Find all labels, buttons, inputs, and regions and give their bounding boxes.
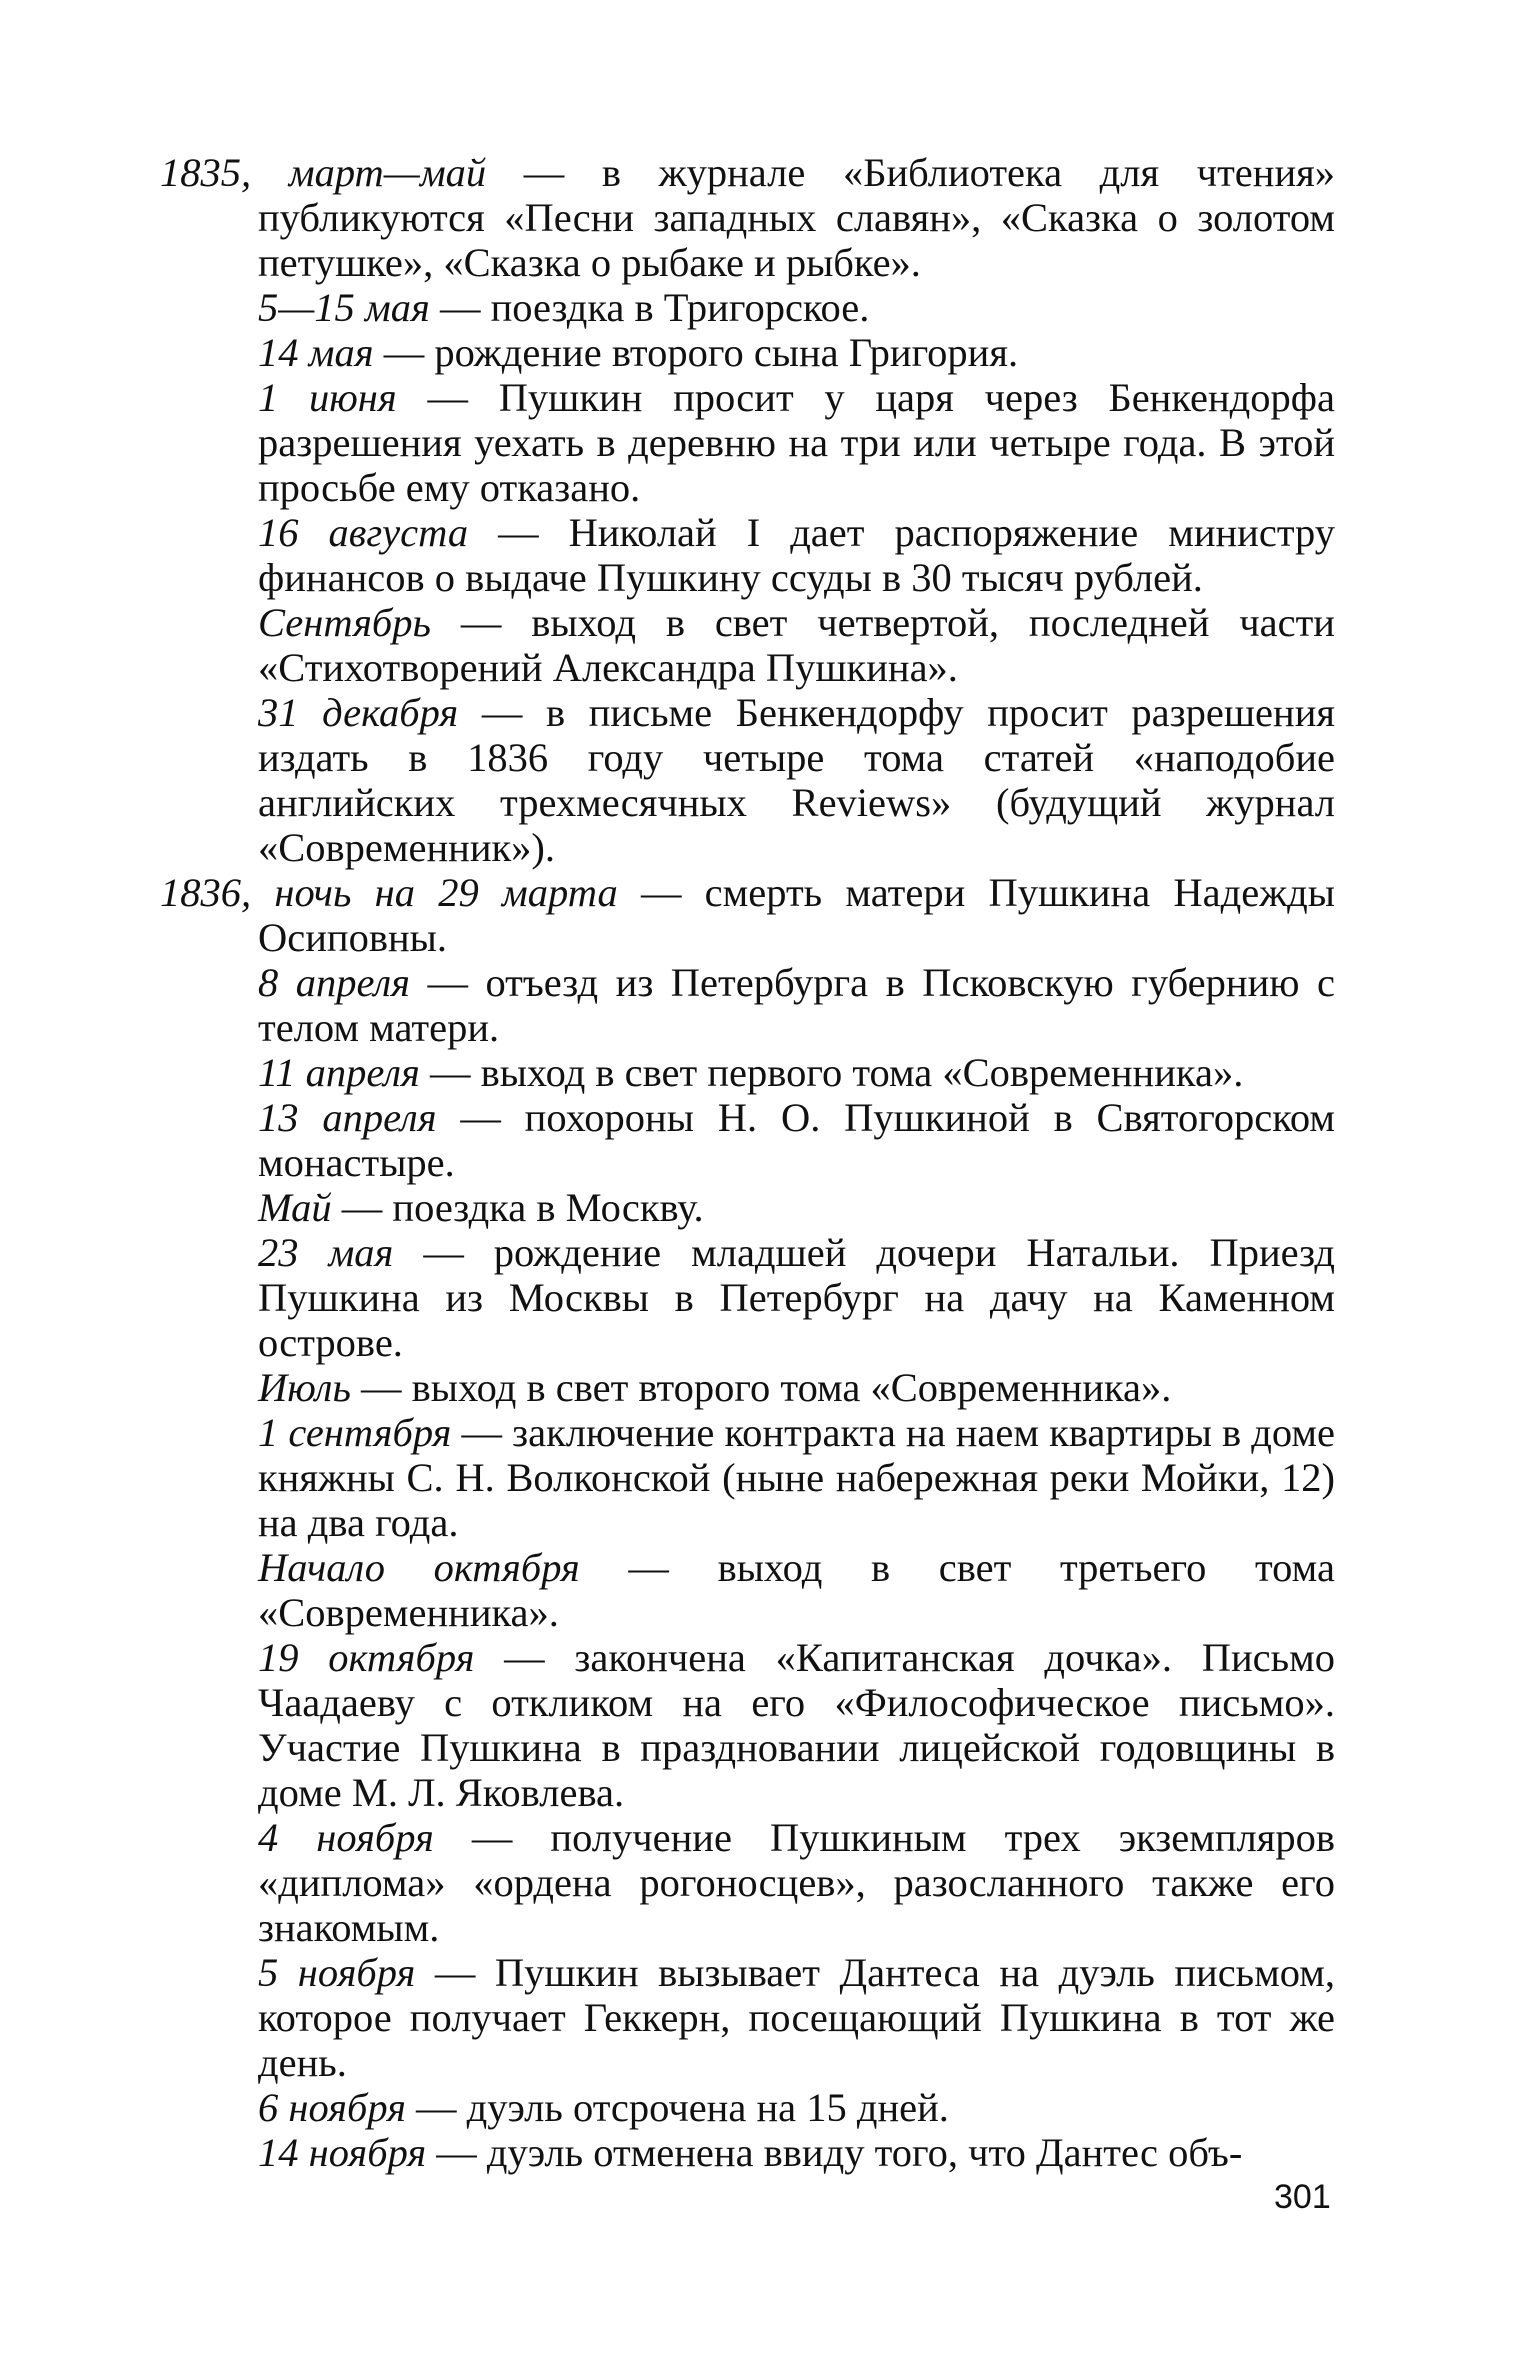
entry-date: Сентябрь bbox=[258, 600, 431, 645]
entry-date: Июль bbox=[258, 1365, 351, 1410]
entry-text: — Пушкин вызывает Дантеса на дуэль письмом, которое получает Геккерн, посещающий Пушкина в тот же день. bbox=[258, 1950, 1336, 2085]
entry-text: — рождение второго сына Григория. bbox=[373, 330, 1019, 375]
chronology-entry bbox=[160, 1410, 1335, 1545]
chronology-entry bbox=[160, 600, 1335, 690]
chronology-entry bbox=[160, 375, 1335, 510]
entry-text: — выход в свет четвертой, последней части «Стихотворений Александра Пушкина». bbox=[258, 600, 1335, 690]
chronology-entry bbox=[160, 1950, 1335, 2085]
entry-date: 1 июня bbox=[258, 375, 397, 420]
chronology-entry bbox=[160, 285, 1335, 330]
chronology-entry bbox=[160, 1095, 1335, 1185]
chronology-entry bbox=[160, 1635, 1335, 1815]
entry-text: — получение Пушкиным трех экземпляров «диплома» «ордена рогоносцев», разосланного также его знакомым. bbox=[258, 1815, 1336, 1950]
entry-text: — дуэль отсрочена на 15 дней. bbox=[405, 2085, 949, 2130]
page-number: 301 bbox=[1274, 2178, 1331, 2216]
entry-date: 11 апреля bbox=[258, 1050, 420, 1095]
entry-text: — выход в свет третьего тома «Современника». bbox=[258, 1545, 1335, 1635]
entry-date: 14 ноября bbox=[258, 2130, 427, 2175]
entry-date: 23 мая bbox=[258, 1230, 394, 1275]
chronology-entry bbox=[160, 960, 1335, 1050]
entry-date: 6 ноября bbox=[258, 2085, 406, 2130]
chronology-text bbox=[160, 150, 1335, 2175]
chronology-entry bbox=[160, 1185, 1335, 1230]
entry-text: — выход в свет первого тома «Современника». bbox=[419, 1050, 1244, 1095]
entry-date: 13 апреля bbox=[258, 1095, 437, 1140]
entry-date: 19 октября bbox=[258, 1635, 475, 1680]
entry-text: — отъезд из Петербурга в Псковскую губернию с телом матери. bbox=[258, 960, 1335, 1050]
entry-date: 5 ноября bbox=[258, 1950, 416, 1995]
entry-date: Начало октября bbox=[258, 1545, 580, 1590]
entry-text: — заключение контракта на наем квартиры в доме княжны С. Н. Волконской (ныне набережная реки Мойки, 12) на два года. bbox=[258, 1410, 1335, 1545]
entry-text: — похороны Н. О. Пушкиной в Святогорском монастыре. bbox=[258, 1095, 1335, 1185]
chronology-entry bbox=[160, 510, 1335, 600]
chronology-entry bbox=[160, 1230, 1335, 1365]
entry-date: Май bbox=[258, 1185, 332, 1230]
entry-date: 1836, ночь на 29 марта bbox=[160, 870, 618, 915]
entry-text: — в письме Бенкендорфу просит разрешения издать в 1836 году четыре тома статей «наподобие английских трехмесячных Reviews» (будущий журнал «Современник»). bbox=[258, 690, 1335, 870]
entry-date: 1835, март—май bbox=[160, 150, 487, 195]
entry-text: — дуэль отменена ввиду того, что Дантес объ- bbox=[426, 2130, 1243, 2175]
entry-date: 8 апреля bbox=[258, 960, 410, 1005]
chronology-entry bbox=[160, 1050, 1335, 1095]
entry-date: 4 ноября bbox=[258, 1815, 434, 1860]
entry-text: — закончена «Капитанская дочка». Письмо Чаадаеву с откликом на его «Философическое письмо». Участие Пушкина в праздновании лицейской годовщины в доме М. Л. Яковлева. bbox=[258, 1635, 1335, 1815]
chronology-entry bbox=[160, 690, 1335, 870]
entry-date: 1 сентября bbox=[258, 1410, 452, 1455]
entry-text: — в журнале «Библиотека для чтения» публикуются «Песни западных славян», «Сказка о золотом петушке», «Сказка о рыбаке и рыбке». bbox=[258, 150, 1335, 285]
entry-text: — рождение младшей дочери Натальи. Приезд Пушкина из Москвы в Петербург на дачу на Каменном острове. bbox=[258, 1230, 1335, 1365]
entry-date: 5—15 мая bbox=[258, 285, 430, 330]
chronology-entry bbox=[160, 330, 1335, 375]
chronology-entry bbox=[160, 1545, 1335, 1635]
entry-text: — поездка в Москву. bbox=[331, 1185, 704, 1230]
entry-text: — Николай I дает распоряжение министру финансов о выдаче Пушкину ссуды в 30 тысяч рублей. bbox=[258, 510, 1335, 600]
chronology-entry bbox=[160, 150, 1335, 285]
entry-text: — Пушкин просит у царя через Бенкендорфа разрешения уехать в деревню на три или четыре года. В этой просьбе ему отказано. bbox=[258, 375, 1335, 510]
chronology-entry bbox=[160, 870, 1335, 960]
entry-text: — выход в свет второго тома «Современника». bbox=[350, 1365, 1172, 1410]
entry-text: — поездка в Тригорское. bbox=[429, 285, 870, 330]
entry-date: 16 августа bbox=[258, 510, 469, 555]
chronology-entry bbox=[160, 2130, 1335, 2175]
entry-date: 14 мая bbox=[258, 330, 374, 375]
chronology-entry bbox=[160, 2085, 1335, 2130]
chronology-entry bbox=[160, 1815, 1335, 1950]
entry-date: 31 декабря bbox=[258, 690, 459, 735]
entry-text: — смерть матери Пушкина Надежды Осиповны. bbox=[258, 870, 1335, 960]
chronology-entry bbox=[160, 1365, 1335, 1410]
